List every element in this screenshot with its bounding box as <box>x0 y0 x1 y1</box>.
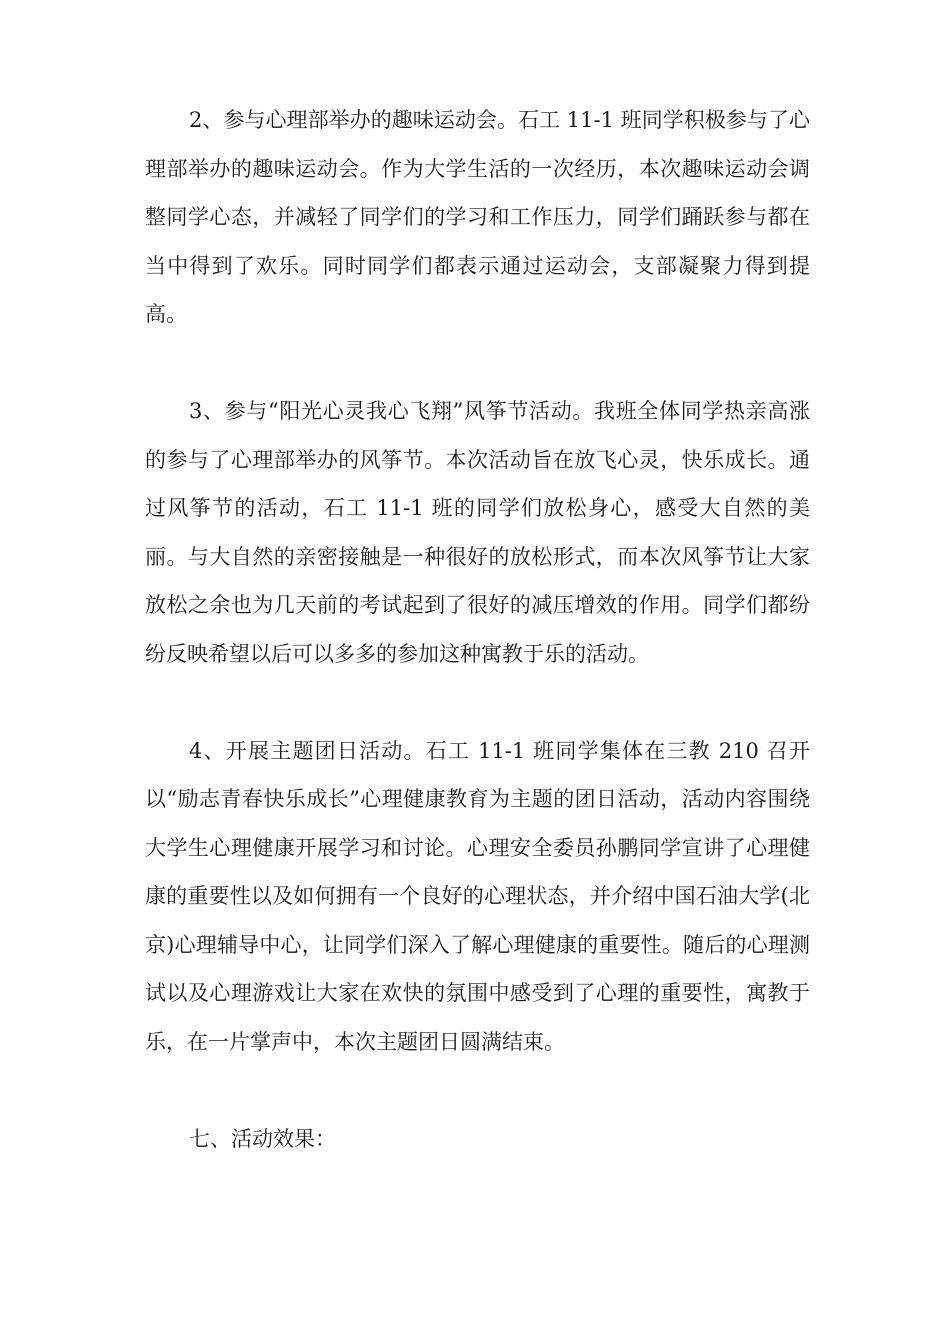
paragraph-sports-meet: 2、参与心理部举办的趣味运动会。石工 11-1 班同学积极参与了心理部举办的趣味运动会。作为大学生活的一次经历，本次趣味运动会调整同学心态，并减轻了同学们的学习和工作压力，同学们踊跃参与都在当中得到了欢乐。同时同学们都表示通过运动会，支部凝聚力得到提高。 <box>145 108 810 326</box>
paragraph-spacer <box>145 339 810 388</box>
document-body <box>145 96 810 1163</box>
section-heading-activity-effect: 七、活动效果： <box>189 1126 336 1151</box>
paragraph-league-day: 4、开展主题团日活动。石工 11-1 班同学集体在三教 210 召开以“励志青春快乐成长”心理健康教育为主题的团日活动，活动内容围绕大学生心理健康开展学习和讨论。心理安全委员孙鹏同学宣讲了心理健康的重要性以及如何拥有一个良好的心理状态，并介绍中国石油大学(北京)心理辅导中心，让同学们深入了解心理健康的重要性。随后的心理测试以及心理游戏让大家在欢快的氛围中感受到了心理的重要性，寓教于乐，在一片掌声中，本次主题团日圆满结束。 <box>145 738 810 1054</box>
paragraph-spacer <box>145 678 810 727</box>
paragraph-kite-festival: 3、参与“阳光心灵我心飞翔”风筝节活动。我班全体同学热亲高涨的参与了心理部举办的风筝节。本次活动旨在放飞心灵，快乐成长。通过风筝节的活动，石工 11-1 班的同学们放松身心，感受大自然的美丽。与大自然的亲密接触是一种很好的放松形式，而本次风筝节让大家放松之余也为几天前的考试起到了很好的减压增效的作用。同学们都纷纷反映希望以后可以多多的参加这种寓教于乐的活动。 <box>145 399 810 666</box>
paragraph-spacer <box>145 1066 810 1115</box>
